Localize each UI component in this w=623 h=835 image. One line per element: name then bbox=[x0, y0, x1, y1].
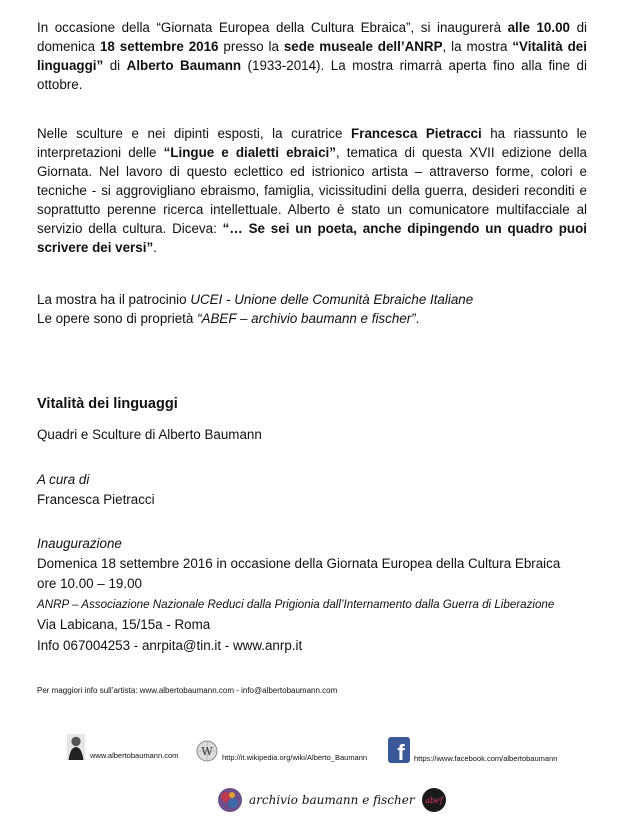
wikipedia-link[interactable]: W http://it.wikipedia.org/wiki/Alberto_Baumann bbox=[196, 740, 367, 762]
ownership-line: Le opere sono di proprietà “ABEF – archivio baumann e fischer”. bbox=[37, 311, 420, 326]
inauguration-text: Domenica 18 settembre 2016 in occasione della Giornata Europea della Cultura Ebraica bbox=[37, 556, 561, 571]
artist-portrait-icon bbox=[66, 734, 86, 760]
patronage-line: La mostra ha il patrocinio UCEI - Unione delle Comunità Ebraiche Italiane bbox=[37, 292, 474, 307]
svg-text:W: W bbox=[201, 745, 213, 758]
event-subtitle: Quadri e Sculture di Alberto Baumann bbox=[37, 427, 262, 442]
anrp-line: ANRP – Associazione Nazionale Reduci dalla Prigionia dall’Internamento dalla Guerra di Liberazione bbox=[37, 598, 555, 611]
facebook-icon bbox=[388, 737, 410, 763]
event-hours: ore 10.00 – 19.00 bbox=[37, 576, 142, 591]
intro-paragraph: In occasione della “Giornata Europea della Cultura Ebraica”, si inaugurerà alle 10.00 di domenica 18 settembre 2016 presso la sede museale dell’ANRP, la mostra “Vitalità dei linguaggi” di Alberto Baumann (1933-2014). La mostra rimarrà aperta fino alla fine di ottobre. bbox=[37, 20, 587, 92]
curator-name: Francesca Pietracci bbox=[37, 492, 155, 507]
facebook-link[interactable]: f https://www.facebook.com/albertobaumann bbox=[388, 737, 557, 763]
abef-badge-icon bbox=[421, 787, 447, 813]
more-info-line: Per maggiori info sull’artista: www.albertobaumann.com - info@albertobaumann.com bbox=[37, 686, 338, 695]
svg-text:f: f bbox=[397, 740, 405, 763]
svg-text:abef: abef bbox=[424, 796, 443, 805]
contact-info: Info 067004253 - anrpita@tin.it - www.anrp.it bbox=[37, 638, 303, 653]
archive-painting-icon bbox=[217, 787, 243, 813]
inauguration-label: Inaugurazione bbox=[37, 536, 122, 551]
description-paragraph: Nelle sculture e nei dipinti esposti, la curatrice Francesca Pietracci ha riassunto le interpretazioni delle “Lingue e dialetti ebraici”, tematica di questa XVII edizione della Giornata. Nel lavoro di questo eclettico ed istrionico artista – attraverso forme, colori e tecniche - si aggrovigliano ebraismo, famiglia, vicissitudini della guerra, desideri reconditi e soprattutto perenne ricerca intellettuale. Alberto è stato un comunicatore multifacciale al servizio della cultura. Diceva: “… Se sei un poeta, anche dipingendo un quadro puoi scrivere dei versi”. bbox=[37, 126, 587, 255]
archive-logo: archivio baumann e fischer abef bbox=[217, 787, 447, 813]
curator-label: A cura di bbox=[37, 472, 90, 487]
event-address: Via Labicana, 15/15a - Roma bbox=[37, 617, 211, 632]
website-link[interactable]: www.albertobaumann.com bbox=[66, 734, 178, 760]
wikipedia-icon bbox=[196, 740, 218, 762]
event-title: Vitalità dei linguaggi bbox=[37, 396, 178, 412]
